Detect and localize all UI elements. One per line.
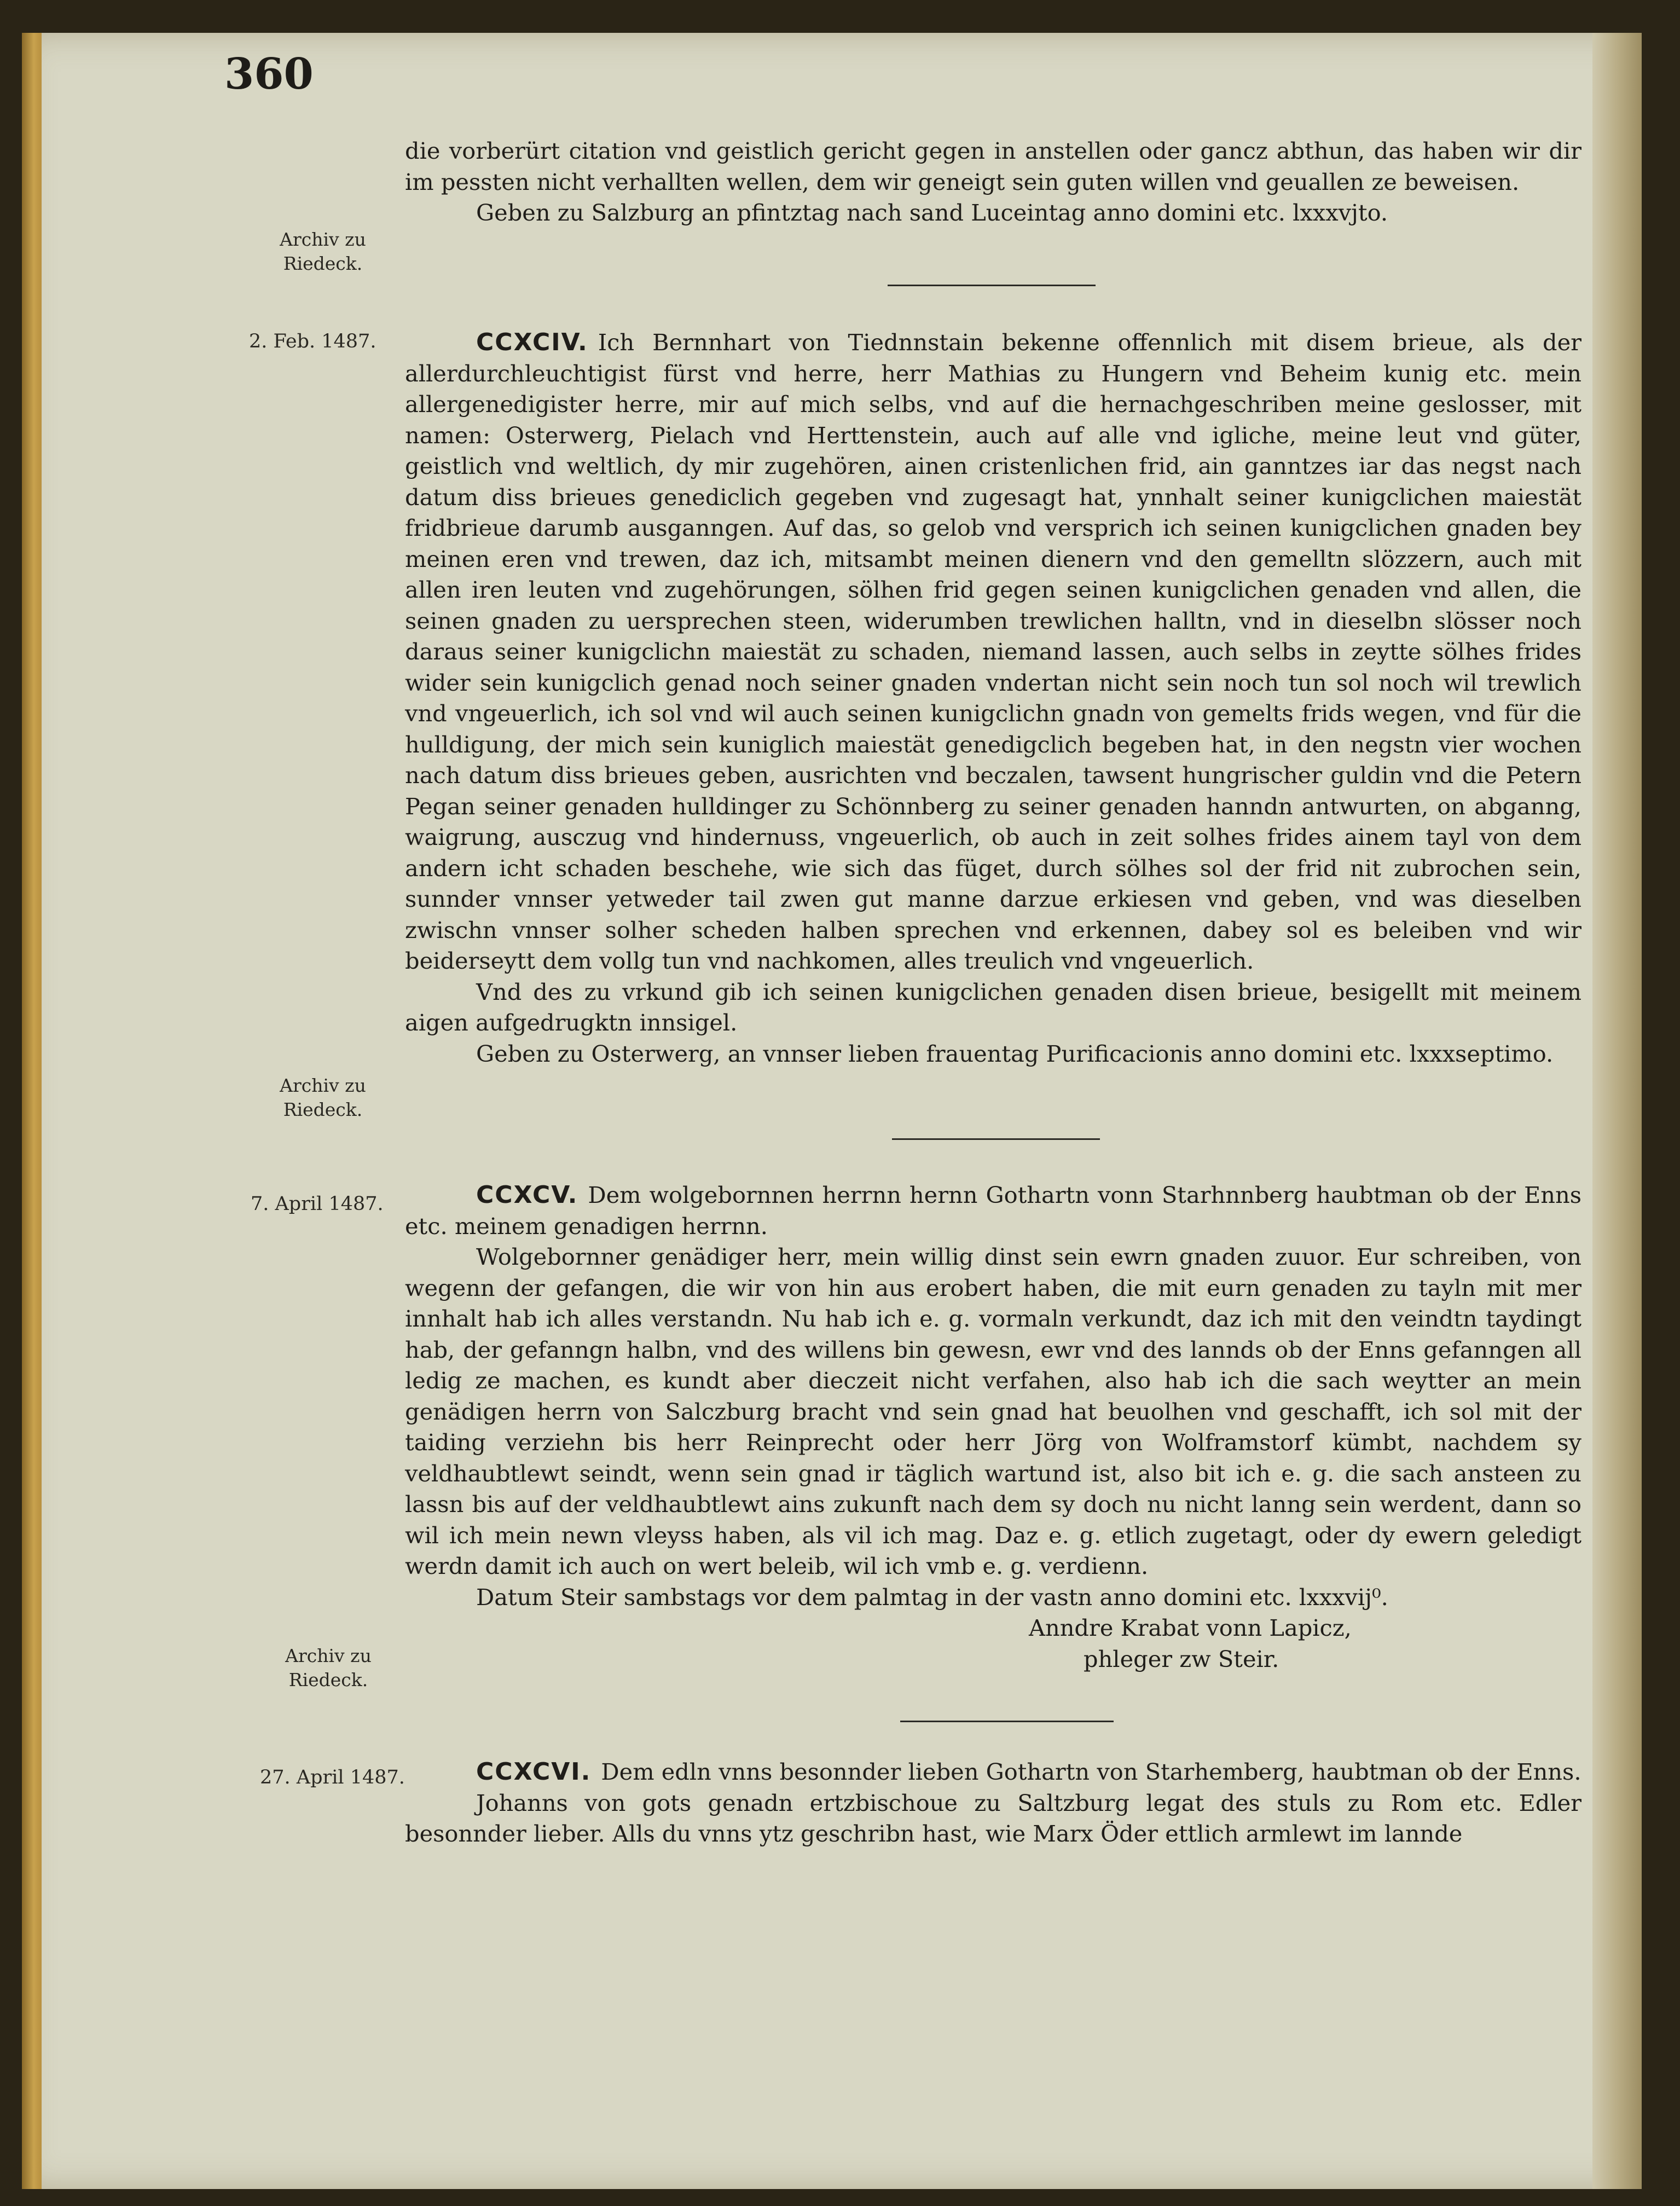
archive-note: Archiv zu Riedeck. [280,1075,366,1120]
paragraph: Vnd des zu vrkund gib ich seinen kunigclichen genaden disen brieue, besigellt mit meinem aigen aufgedrugktn innsigel. [405,978,1581,1036]
document-opening [405,1757,1581,1788]
dating-line: Geben zu Osterwerg, an vnnser lieben frauentag Purificacionis anno domini etc. lxxxseptimo. [476,1040,1554,1067]
paragraph: Wolgebornner genädiger herr, mein willig dinst sein ewrn gnaden zuuor. Eur schreiben, von wegenn der gefangen, die wir von hin aus erobert haben, die mit eurn genaden zu tayln mit mer innhalt hab ich alles verstandn. Nu hab ich e. g. vormaln verkundt, daz ich mit den veindtn taydingt hab, der gefanngn halbn, vnd des willens bin gewesn, ewr vnd des lannds ob der Enns gefanngen all ledig ze machen, es kundt aber dieczeit nicht verfahen, also hab ich die sach weytter an mein genädigen herrn von Salczburg bracht vnd sein gnad hat beuolhen vnd geschafft, ich sol mit der taiding verziehn bis herr Reinprecht oder herr Jörg von Wolframstorf kümbt, nachdem sy veldhaubtlewt seindt, wenn sein gnad ir täglich wartund ist, also bit ich e. g. die sach ansteen zu lassn bis auf der veldhaubtlewt ains zukunft nach dem sy doch nu nicht lanng sein werdent, dann so wil ich mein newn vleyss haben, als vil ich mag. Daz e. g. etlich zugetagt, oder dy ewern geledigt werdn damit ich auch on wert beleib, wil ich vmb e. g. verdienn. [405,1243,1581,1579]
continuation-text [405,136,1581,229]
entry-date: 7. April 1487. [251,1193,384,1215]
signature-title: phleger zw Steir. [1084,1645,1279,1672]
section-divider [900,1721,1114,1722]
address-line: Dem edln vnns besonnder lieben Gothartn von Starhemberg, haubtman ob der Enns. [601,1758,1581,1785]
dating-line: Datum Steir sambstags vor dem palmtag in der vastn anno domini etc. lxxxvij⁰. [476,1583,1388,1611]
document-ccxciv [405,327,1581,1069]
document-ccxcvi [405,1757,1581,1850]
document-ccxcv [405,1180,1581,1675]
address-line: Dem wolgebornnen herrnn hernn Gothartn vonn Starhnnberg haubtman ob der Enns etc. meinem genadigen herrnn. [405,1182,1581,1240]
paragraph: die vorberürt citation vnd geistlich gericht gegen in anstellen oder gancz abthun, das haben wir dir im pessten nicht verhallten wellen, dem wir geneigt sein guten willen vnd geuallen ze beweisen. [405,137,1581,195]
document-opening [405,327,1581,977]
page-number: 360 [224,49,314,99]
section-divider [888,285,1096,286]
entry-date: 27. April 1487. [260,1767,405,1788]
document-opening [405,1180,1581,1242]
dating-line: Geben zu Salzburg an pfintztag nach sand Luceintag anno domini etc. lxxxvjto. [476,199,1388,226]
archive-note: Archiv zu Riedeck. [285,1645,372,1690]
paragraph: Johanns von gots genadn ertzbischoue zu Saltzburg legat des stuls zu Rom etc. Edler besonnder lieber. Alls du vnns ytz geschribn hast, wie Marx Öder ettlich armlewt im lannde [405,1789,1581,1847]
document-number: CCXCV. [476,1181,578,1209]
signature-name: Anndre Krabat vonn Lapicz, [1029,1614,1352,1641]
page-edge [1592,33,1642,2189]
entry-date: 2. Feb. 1487. [249,331,376,352]
book-spine [22,33,42,2189]
archive-note: Archiv zu Riedeck. [280,229,366,274]
paragraph: Ich Bernnhart von Tiednnstain bekenne offennlich mit disem brieue, als der allerdurchleuchtigist fürst vnd herre, herr Mathias zu Hungern vnd Beheim kunig etc. mein allergenedigister herre, mir auf mich selbs, vnd auf die hernachgeschriben meine geslosser, mit namen: Osterwerg, Pielach vnd Herttenstein, auch auf alle vnd igliche, meine leut vnd güter, geistlich vnd weltlich, dy mir zugehören, ainen cristenlichen frid, ain ganntzes iar das negst nach datum diss brieues genediclich gegeben vnd zugesagt hat, ynnhalt seiner kunigclichen maiestät fridbrieue darumb ausganngen. Auf das, so gelob vnd versprich ich seinen kunigclichen gnaden bey meinen eren vnd trewen, daz ich, mitsambt meinen dienern vnd den gemelltn slözzern, auch mit allen iren leuten vnd zugehörungen, sölhen frid gegen seinen kunigclichen genaden vnd allen, die seinen gnaden zu uersprechen steen, widerumben trewlichen halltn, vnd in dieselbn slösser noch daraus seiner kunigclichn maiestät zu schaden, niemand lassen, auch selbs in zeytte sölhes frides wider sein kunigclich genad noch seiner gnaden vndertan nicht sein noch tun sol noch wil trewlich vnd vngeuerlich, ich sol vnd wil auch seinen kunigclichn gnadn von gemelts frids wegen, vnd für die hulldigung, der mich sein kuniglich maiestät genedigclich begeben hat, in den negstn vier wochen nach datum diss brieues geben, ausrichten vnd beczalen, tawsent hungrischer guldin vnd die Petern Pegan seiner genaden hulldinger zu Schönnberg zu seiner genaden hanndn antwurten, on abganng, waigrung, ausczug vnd hindernuss, vngeuerlich, ob auch in zeit solhes frides ainem tayl von dem andern icht schaden beschehe, wie sich das füget, durch sölhes sol der frid nit zubrochen sein, sunnder vnnser yetweder tail zwen gut manne darzue erkiesen vnd geben, vnd was dieselben zwischn vnnser solher scheden halben sprechen vnd erkennen, dabey sol es beleiben vnd wir beiderseytt dem vollg tun vnd nachkomen, alles treulich vnd vngeuerlich. [405,329,1581,974]
document-number: CCXCVI. [476,1758,592,1786]
section-divider [892,1138,1100,1140]
document-number: CCXCIV. [476,328,588,356]
